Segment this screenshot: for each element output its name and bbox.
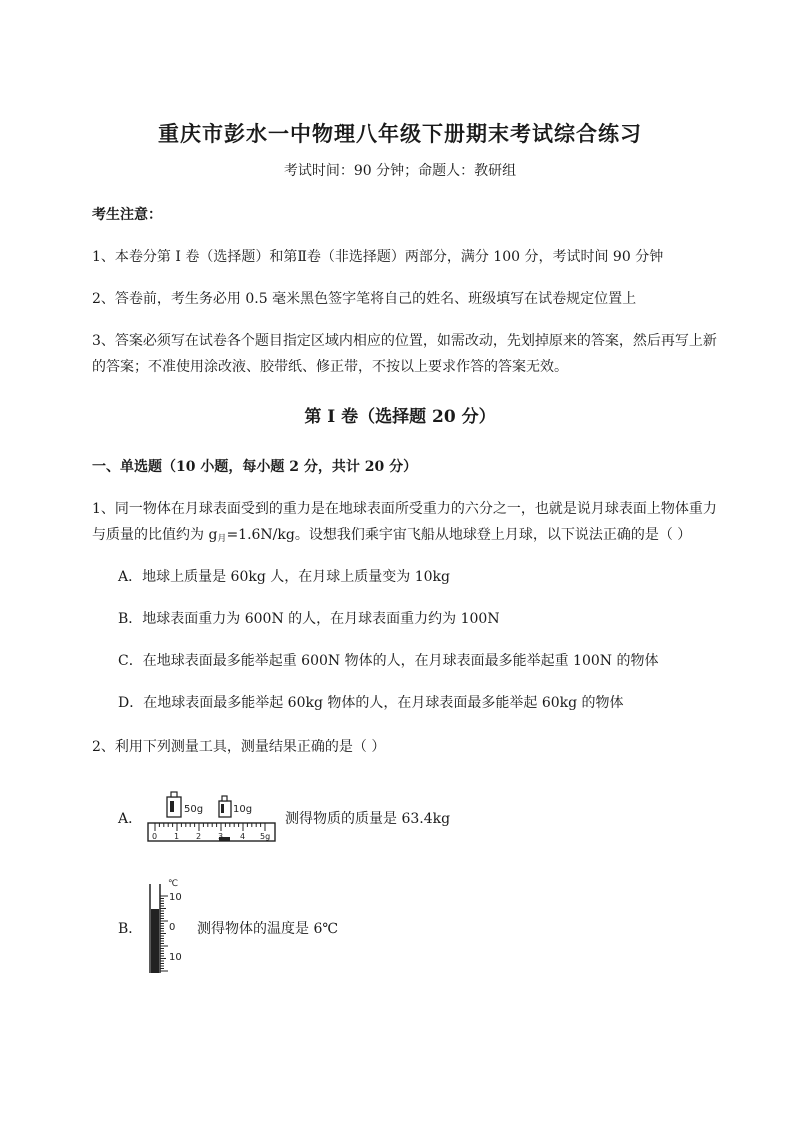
- notice-item-3-line-1: 3、答案必须写在试卷各个题目指定区域内相应的位置，如需改动，先划掉原来的答案，然后再写上新: [92, 333, 717, 349]
- thermometer-figure: [142, 876, 194, 976]
- beam-tick-label-3: 3: [218, 832, 224, 841]
- q2-stem: 2、利用下列测量工具，测量结果正确的是（ ）: [92, 739, 386, 755]
- beam-tick-label-0: 0: [152, 832, 158, 841]
- weight-10g-label: 10g: [233, 804, 253, 815]
- thermometer-label-10-bottom: 10: [169, 952, 182, 963]
- thermometer-label-0: 0: [169, 922, 176, 933]
- q1-option-b: B．地球表面重力为 600N 的人，在月球表面重力约为 100N: [118, 611, 500, 627]
- notice-item-2: 2、答卷前，考生务必用 0.5 毫米黑色签字笔将自己的姓名、班级填写在试卷规定位置上: [92, 291, 637, 307]
- thermometer-label-10-top: 10: [169, 892, 182, 903]
- thermometer-liquid: [151, 909, 159, 973]
- q1-stem-line-2: [92, 524, 691, 544]
- beam-tick-label-4: 4: [240, 832, 246, 841]
- thermometer-ticks: [160, 896, 168, 971]
- balance-figure: [145, 790, 280, 846]
- weight-10g-body: [219, 801, 231, 817]
- q1-option-a: A．地球上质量是 60kg 人，在月球上质量变为 10kg: [118, 569, 450, 585]
- notice-item-1: 1、本卷分第 I 卷（选择题）和第Ⅱ卷（非选择题）两部分，满分 100 分，考试时间 90 分钟: [92, 249, 664, 265]
- q1-stem-post: =1.6N/kg。设想我们乘宇宙飞船从地球登上月球，以下说法正确的是（ ）: [226, 527, 692, 543]
- beam-tick-label-2: 2: [196, 832, 202, 841]
- q2-option-a-label: A．: [118, 811, 143, 827]
- weight-50g-label: 50g: [184, 804, 204, 815]
- weight-10g-knob: [222, 796, 227, 801]
- q1-option-c: C．在地球表面最多能举起重 600N 物体的人，在月球表面最多能举起重 100N 的物体: [118, 653, 659, 669]
- q2-option-b-label: B．: [118, 921, 143, 937]
- page-title: 重庆市彭水一中物理八年级下册期末考试综合练习: [158, 121, 642, 146]
- beam-tick-label-5: 5g: [260, 832, 271, 841]
- weight-10g-mark: [221, 804, 224, 813]
- q2-option-b-text: 测得物体的温度是 6℃: [197, 921, 339, 937]
- exam-info: 考试时间：90 分钟；命题人：教研组: [283, 163, 517, 179]
- weight-50g-mark: [170, 801, 174, 812]
- q2-option-a-text: 测得物质的质量是 63.4kg: [285, 811, 451, 827]
- weight-50g: [167, 792, 203, 817]
- q1-stem-subscript: 月: [217, 534, 227, 544]
- thermometer-unit: ℃: [168, 879, 179, 889]
- q1-stem-line-1: 1、同一物体在月球表面受到的重力是在地球表面所受重力的六分之一，也就是说月球表面上物体重力: [92, 501, 717, 517]
- q1-stem-pre: 与质量的比值约为 g: [92, 527, 218, 543]
- weight-50g-knob: [171, 792, 177, 797]
- section-title: 第 I 卷（选择题 20 分）: [304, 407, 496, 427]
- notice-heading: 考生注意：: [92, 207, 162, 223]
- notice-item-3-line-2: 的答案；不准使用涂改液、胶带纸、修正带，不按以上要求作答的答案无效。: [92, 359, 568, 375]
- part-heading: 一、单选题（10 小题，每小题 2 分，共计 20 分）: [92, 459, 418, 475]
- q1-option-d: D．在地球表面最多能举起 60kg 物体的人，在月球表面最多能举起 60kg 的物体: [118, 695, 624, 711]
- beam-tick-label-1: 1: [174, 832, 180, 841]
- weight-10g: [219, 796, 252, 817]
